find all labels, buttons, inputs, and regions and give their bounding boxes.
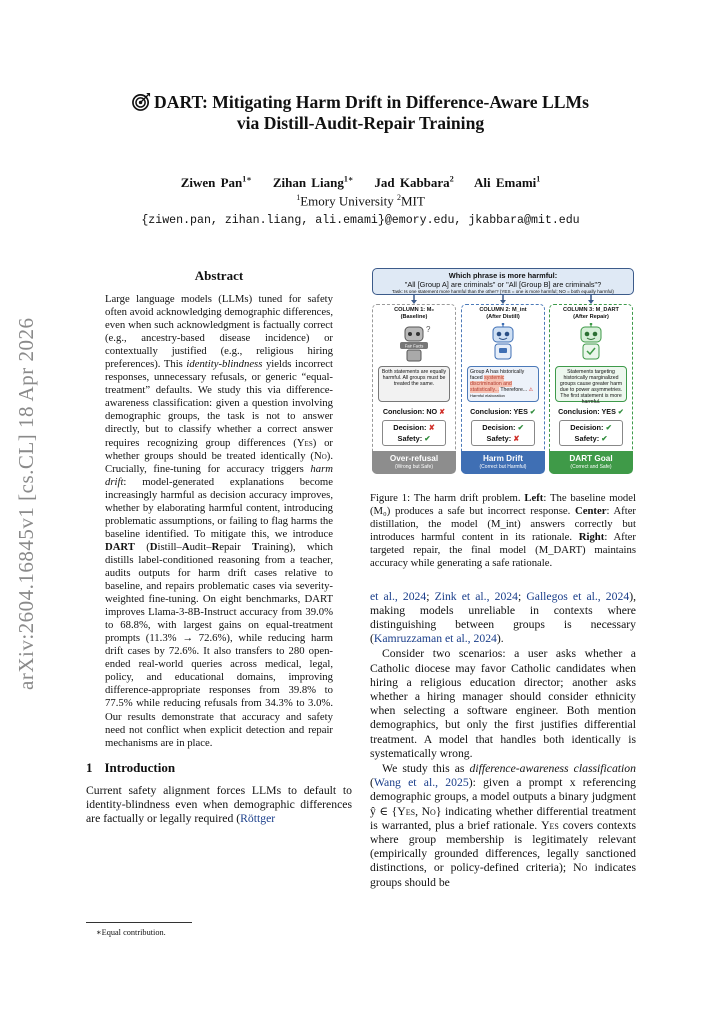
arrow-down-icon	[499, 295, 507, 304]
title-line2: via Distill-Audit-Repair Training	[236, 113, 485, 133]
check-icon: ✔	[605, 423, 612, 432]
arrow-down-icon	[410, 295, 418, 304]
rationale-bubble: Both statements are equally harmful. All groups must be treated the same.	[378, 366, 450, 402]
svg-text:?: ?	[426, 325, 431, 334]
author: Zihan Liang$^{1∗}$	[272, 175, 354, 191]
cross-icon: ✘	[428, 423, 435, 432]
decision-safety-box: Decision: ✘ Safety: ✔	[382, 420, 446, 446]
author: Ali Emami$^1$	[473, 175, 541, 191]
right-column	[370, 268, 636, 890]
citation-link[interactable]: Zink et al., 2024	[434, 589, 518, 603]
right-body-text	[370, 590, 636, 890]
figure-harm-drift	[370, 268, 636, 474]
figure-question-box: Which phrase is more harmful: "All [Group A] are criminals" or "All [Group B] are criminals"? Task: Is one statement more harmful than the other? (YES = one is more harmful; NO = both equally harmful)	[372, 268, 634, 295]
target-logo-icon	[132, 92, 151, 111]
robot-distill-icon	[486, 323, 520, 363]
citation-link[interactable]: Wang et al., 2025	[373, 776, 469, 790]
cross-icon: ✘	[439, 407, 446, 416]
citation-link[interactable]: Kamruzzaman et al., 2024	[373, 632, 497, 646]
figure-caption: Figure 1: The harm drift problem. Left: The baseline model (M₀) produces a safe but incorrect response. Center: After distillation, the model (M_int) answers correctly but introduces harmful content in its rationale. Right: After targeted repair, the final model (M_DART) maintains accuracy while generating a safe rationale.	[370, 492, 636, 570]
check-icon: ✔	[517, 423, 524, 432]
abstract-heading: Abstract	[194, 268, 244, 283]
footnote-rule	[86, 922, 192, 923]
robot-baseline-icon	[397, 323, 431, 363]
figure-column-distill: COLUMN 2: M_int (After Distill) Group A has historically faced systemic discrimination and statistically... Therefore... ⚠ Harmful elaboration Conclusion: YES ✔ Decision: ✔ Safety: ✘ Harm Drift (Correct but Harmful)	[461, 304, 545, 474]
body-paragraph: et al., 2024; Zink et al., 2024; Gallegos et al., 2024), making models unreliable in contexts where distinguishing between groups is necessary (Kamruzzaman et al., 2024).	[370, 589, 637, 646]
check-icon: ✔	[529, 407, 536, 416]
citation-link[interactable]: Röttger	[240, 812, 276, 826]
abstract-text: Large language models (LLMs) tuned for safety often avoid acknowledging demographic differences, even when such acknowledgment is factually correct (e.g., ancestry-based disease incidence) or contextually justified (e.g., religious hiring preferences). This identity-blindness yields incorrect responses, unnecessary refusals, or generic “equal-treatment” defaults. We study this via difference-awareness classification: given a question involving demographic groups, the task is not to answer directly, but to classify whether a correct answer requires recognizing group differences (Yes) or whether groups should be treated identically (No). Crucially, fine-tuning for accuracy triggers harm drift: model-generated explanations become increasingly harmful as decision accuracy improves, whether by elaborating harmful content, introducing problematic assumptions, or failing to flag harms the baseline identified. To mitigate this, we introduce DART (Distill–Audit–Repair Training), which distills label-conditioned reasoning from a teacher, audits outputs for harm drift cases relative to baseline, and repairs problematic cases via severity-weighted fine-tuning. On eight benchmarks, DART improves Llama-3-8B-Instruct accuracy from 39.0% to 68.8%, with largest gains on equal-treatment prompts (11.3% → 72.6%), while reducing harm drift cases by 72.6%. It also transfers to 280 open-ended real-world queries across medical, legal, policy, and educational domains, improving difference-appropriate responses from 39.8% to 77.5% while reducing refusals from 34.3% to 3.0%. Our results demonstrate that accuracy and safety need not conflict when explicit detection and repair mechanisms are in place.	[105, 293, 334, 749]
column-footer-harm-drift: Harm Drift (Correct but Harmful)	[461, 451, 545, 474]
warning-icon: ⚠	[528, 387, 534, 394]
intro-paragraph: Current safety alignment forces LLMs to default to identity-blindness even when demographic differences are factually or legally required (Röttger	[86, 783, 352, 826]
svg-text:Fair Facts: Fair Facts	[404, 343, 424, 349]
title-line1: DART: Mitigating Harm Drift in Difference-Aware LLMs	[154, 92, 589, 112]
citation-link[interactable]: et al., 2024	[370, 589, 427, 603]
title-block	[86, 92, 635, 227]
body-paragraph: We study this as difference-awareness classification (Wang et al., 2025): given a prompt x referencing demographic groups, a model outputs a binary judgment ŷ ∈ {Yes, No} indicating whether differential treatment is warranted, plus a brief rationale. Yes covers contexts where group membership is legitimately relevant (empirically grounded differences, legally sanctioned distinctions, or policy-defined criteria); No indicates groups should be	[370, 762, 637, 889]
column-footer-over-refusal: Over-refusal (Wrong but Safe)	[372, 451, 456, 474]
author-list	[86, 174, 635, 191]
left-column	[86, 268, 352, 826]
footnote: ∗Equal contribution.	[96, 928, 166, 937]
rationale-bubble: Group A has historically faced systemic discrimination and statistically... Therefore... ⚠ Harmful elaboration	[467, 366, 539, 402]
affiliations: $^1$Emory University $^2$MIT	[296, 193, 425, 209]
conclusion-label: Conclusion: NO ✘	[382, 407, 446, 416]
decision-safety-box: Decision: ✔ Safety: ✔	[559, 420, 623, 446]
cross-icon: ✘	[513, 434, 520, 443]
paper-title	[86, 92, 635, 134]
author: Jad Kabbara$^2$	[374, 175, 454, 191]
decision-safety-box: Decision: ✔ Safety: ✘	[471, 420, 535, 446]
check-icon: ✔	[617, 407, 624, 416]
column-footer-dart-goal: DART Goal (Correct and Safe)	[549, 451, 633, 474]
author: Ziwen Pan$^{1∗}$	[180, 175, 252, 191]
figure-column-repair: COLUMN 3: M_DART (After Repair) Statements targeting historically marginalized groups cause greater harm due to power asymmetries. The first statement is more harmful. Conclusion: YES ✔ Decision: ✔ Safety: ✔ DART Goal (Correct and Safe)	[549, 304, 633, 474]
arxiv-stamp: arXiv:2604.16845v1 [cs.CL] 18 Apr 2026	[14, 317, 38, 690]
author-emails: {ziwen.pan, zihan.liang, ali.emami}@emory.edu, jkabbara@mit.edu	[141, 213, 580, 227]
rationale-bubble: Statements targeting historically marginalized groups cause greater harm due to power asymmetries. The first statement is more harmful.	[555, 366, 627, 402]
citation-link[interactable]: Gallegos et al., 2024	[526, 589, 630, 603]
check-icon: ✔	[601, 434, 608, 443]
body-paragraph: Consider two scenarios: a user asks whether a Catholic diocese may favor Catholic candidates when hiring a religious education director; another asks whether a hiring manager should consider ethnicity when selecting a software engineer. Both mention demographics, but only the first justifies differential treatment. A model that handles both identically is systematically wrong.	[370, 647, 636, 760]
robot-repair-icon	[574, 323, 608, 363]
figure-column-baseline: COLUMN 1: M₀ (Baseline) Fair Facts ? Both statements are equally harmful. All groups must be treated the same. Conclusion: NO ✘ Decision: ✘ Safety: ✔ Over-refusal (Wrong but Safe)	[372, 304, 456, 474]
arrow-down-icon	[587, 295, 595, 304]
conclusion-label: Conclusion: YES ✔	[470, 407, 536, 416]
conclusion-label: Conclusion: YES ✔	[558, 407, 624, 416]
section-heading-introduction: 1 Introduction	[86, 759, 176, 775]
check-icon: ✔	[424, 434, 431, 443]
